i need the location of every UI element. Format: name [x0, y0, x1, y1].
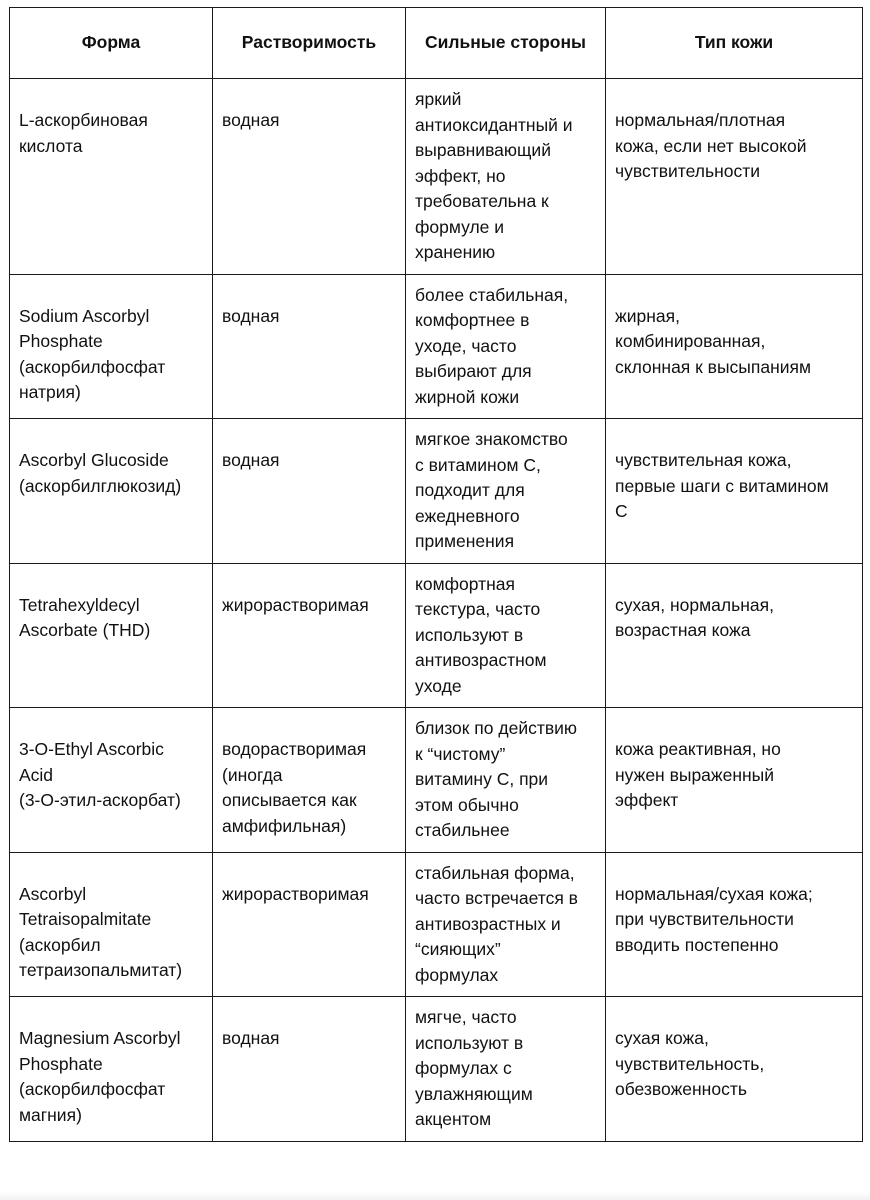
header-form: Форма	[10, 8, 213, 79]
cell-skin-type: сухая кожа, чувствительность, обезвоженность	[606, 997, 863, 1142]
table-row	[10, 563, 863, 708]
cell-skin-type: сухая, нормальная, возрастная кожа	[606, 563, 863, 708]
header-skin-type: Тип кожи	[606, 8, 863, 79]
cell-skin-type: жирная, комбинированная, склонная к высыпаниям	[606, 274, 863, 419]
cell-strengths: более стабильная, комфортнее в уходе, часто выбирают для жирной кожи	[406, 274, 606, 419]
cell-form: 3-O-Ethyl Ascorbic Acid (3-O-этил-аскорбат)	[10, 708, 213, 853]
header-strengths: Сильные стороны	[406, 8, 606, 79]
cell-solubility: водная	[213, 274, 406, 419]
vitamin-c-forms-table	[9, 7, 863, 1142]
cell-skin-type: чувствительная кожа, первые шаги с витамином C	[606, 419, 863, 564]
cell-solubility: водная	[213, 419, 406, 564]
cell-solubility: водорастворимая (иногда описывается как амфифильная)	[213, 708, 406, 853]
table-row	[10, 274, 863, 419]
cell-strengths: яркий антиоксидантный и выравнивающий эффект, но требовательна к формуле и хранению	[406, 79, 606, 275]
table-row	[10, 708, 863, 853]
cell-strengths: мягкое знакомство с витамином С, подходит для ежедневного применения	[406, 419, 606, 564]
table-header-row	[10, 8, 863, 79]
cell-form: Ascorbyl Glucoside (аскорбилглюкозид)	[10, 419, 213, 564]
table-row	[10, 419, 863, 564]
cell-skin-type: нормальная/сухая кожа; при чувствительности вводить постепенно	[606, 852, 863, 997]
cell-solubility: жирорастворимая	[213, 563, 406, 708]
cell-form: Tetrahexyldecyl Ascorbate (THD)	[10, 563, 213, 708]
cell-solubility: жирорастворимая	[213, 852, 406, 997]
bottom-edge-shadow	[0, 1192, 870, 1200]
cell-strengths: мягче, часто используют в формулах с увлажняющим акцентом	[406, 997, 606, 1142]
cell-form: L-аскорбиновая кислота	[10, 79, 213, 275]
cell-solubility: водная	[213, 997, 406, 1142]
cell-strengths: стабильная форма, часто встречается в антивозрастных и “сияющих” формулах	[406, 852, 606, 997]
header-solubility: Растворимость	[213, 8, 406, 79]
table-row	[10, 852, 863, 997]
cell-form: Sodium Ascorbyl Phosphate (аскорбилфосфат натрия)	[10, 274, 213, 419]
cell-skin-type: кожа реактивная, но нужен выраженный эффект	[606, 708, 863, 853]
table-row	[10, 997, 863, 1142]
cell-strengths: близок по действию к “чистому” витамину С, при этом обычно стабильнее	[406, 708, 606, 853]
cell-solubility: водная	[213, 79, 406, 275]
cell-form: Magnesium Ascorbyl Phosphate (аскорбилфосфат магния)	[10, 997, 213, 1142]
cell-skin-type: нормальная/плотная кожа, если нет высокой чувствительности	[606, 79, 863, 275]
cell-form: Ascorbyl Tetraisopalmitate (аскорбил тетраизопальмитат)	[10, 852, 213, 997]
cell-strengths: комфортная текстура, часто используют в антивозрастном уходе	[406, 563, 606, 708]
table-row	[10, 79, 863, 275]
